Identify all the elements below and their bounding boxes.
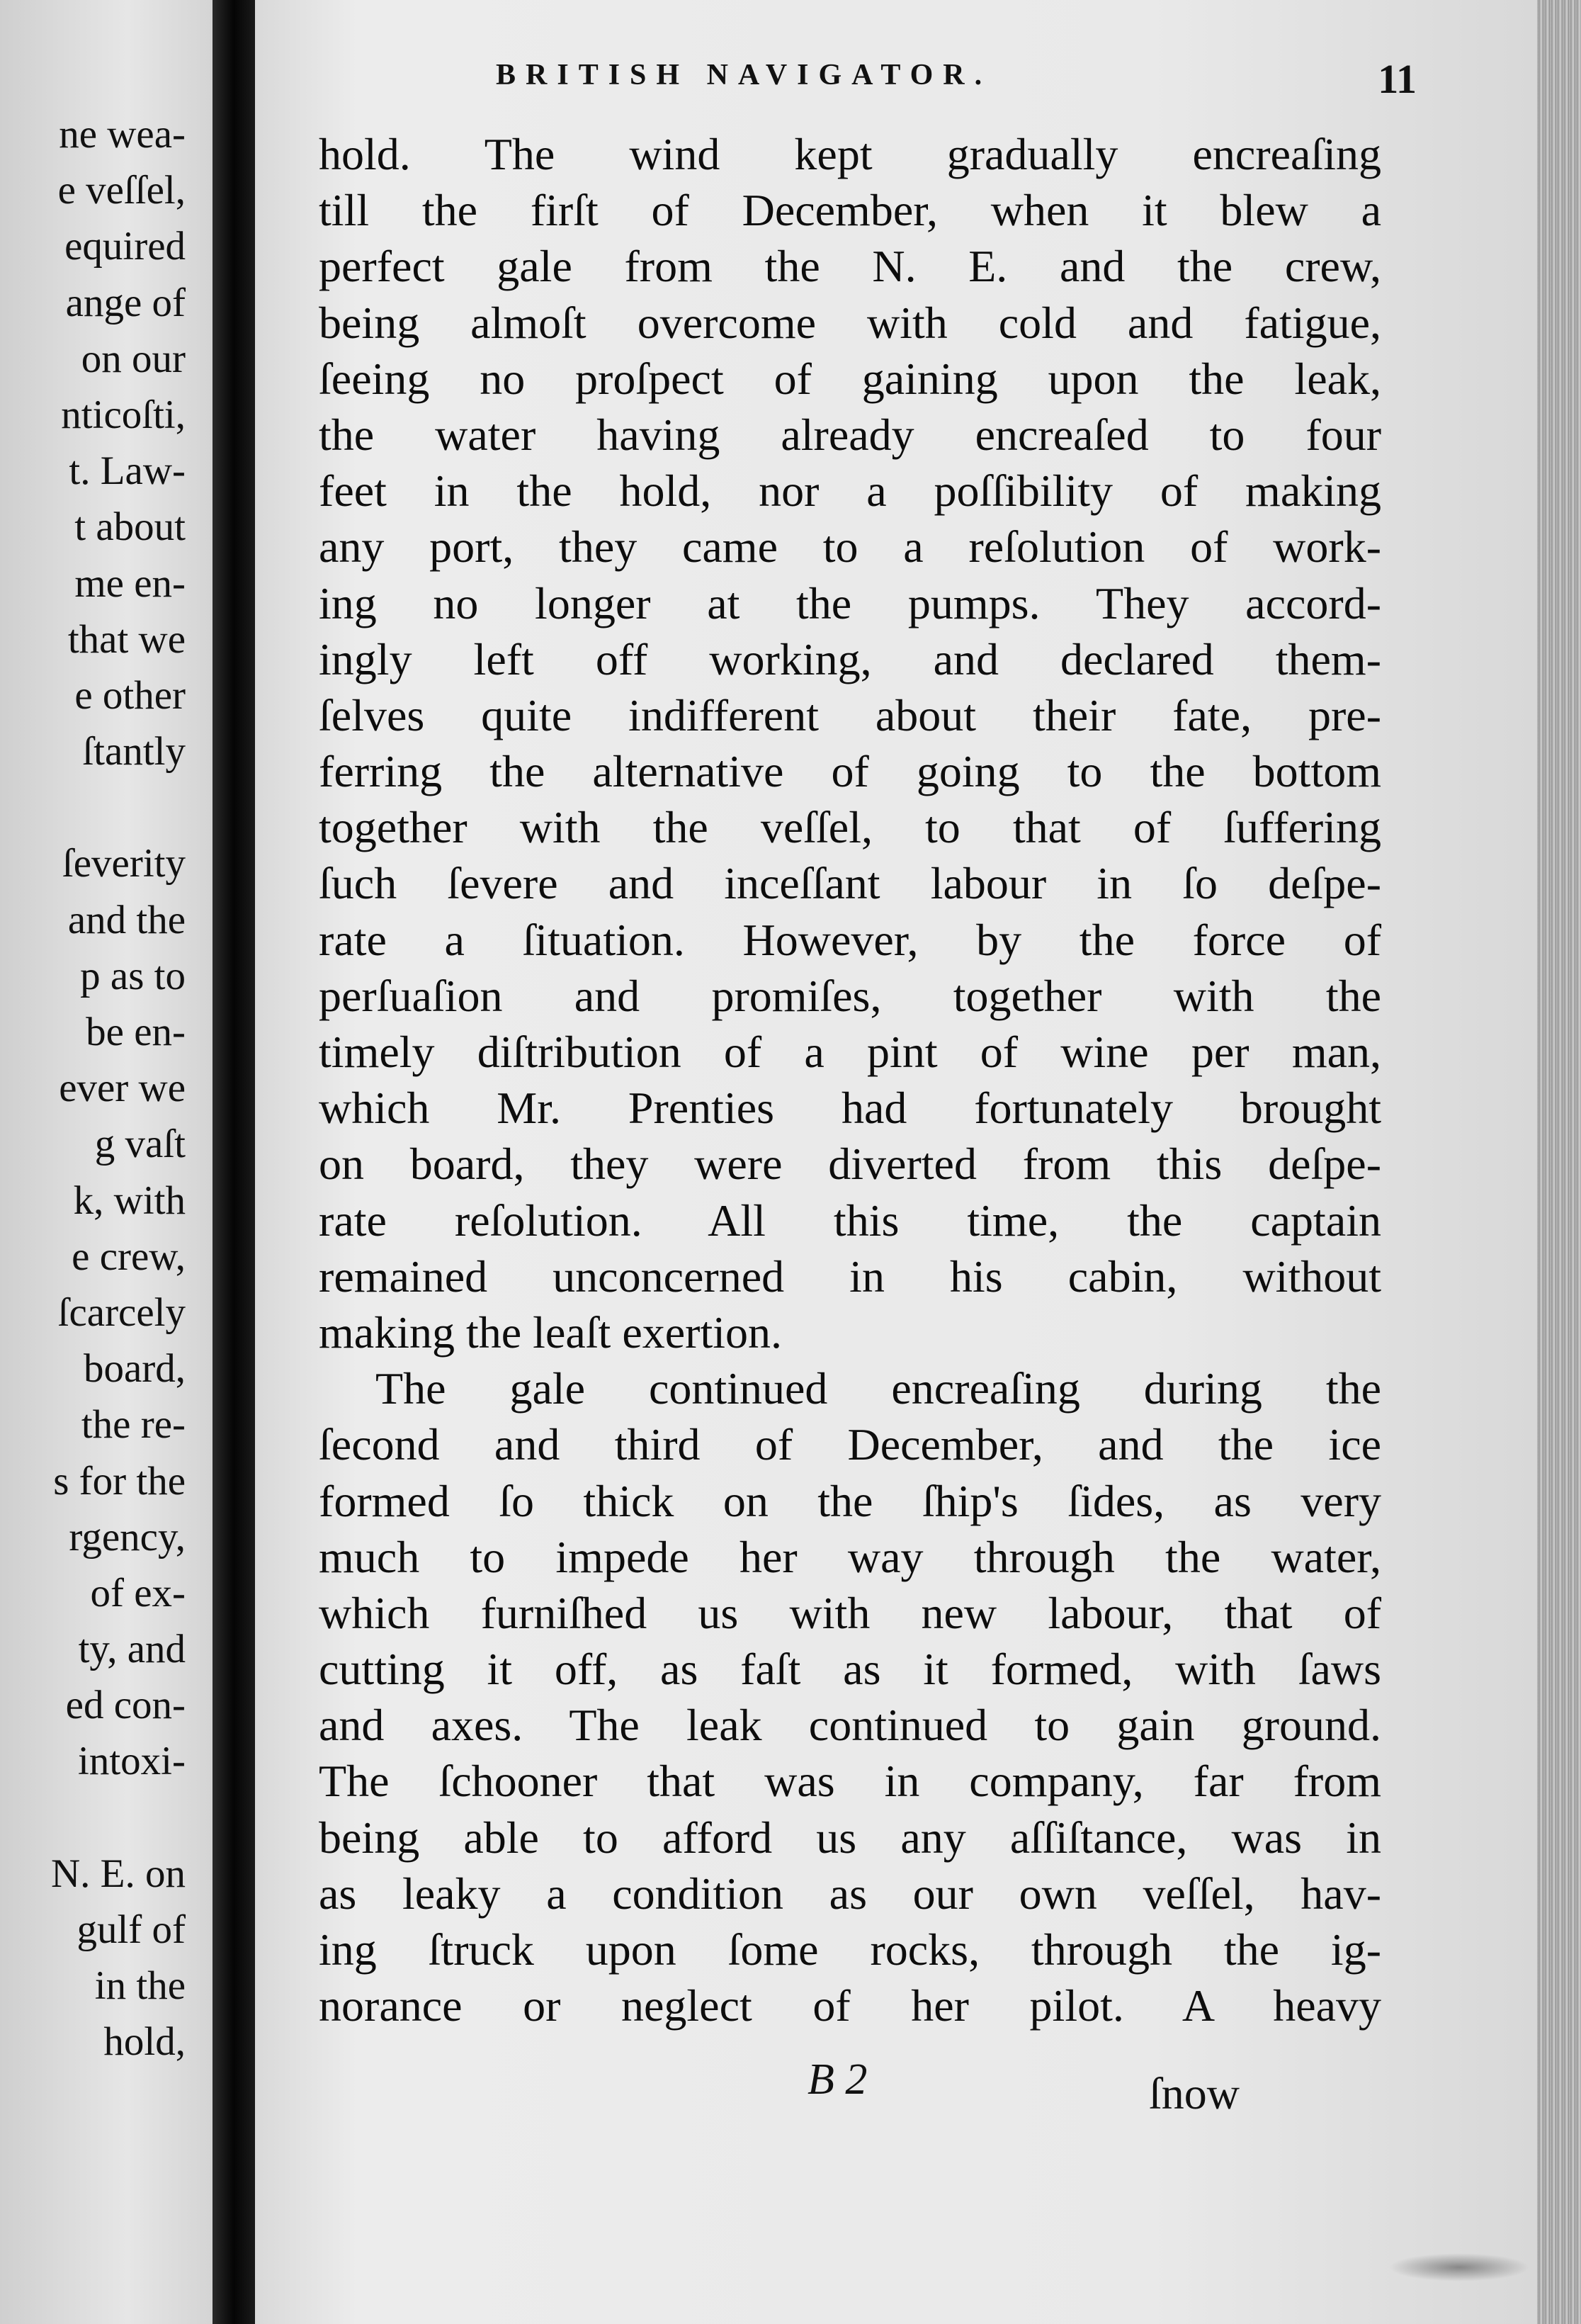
left-line: t. Law- (69, 449, 186, 494)
text-line: together with the veſſel, to that of ſuffering (319, 802, 1381, 853)
left-line: p as to (80, 953, 186, 998)
left-line: of ex- (90, 1570, 186, 1615)
left-line: ſeverity (62, 841, 186, 886)
text-line: ing ſtruck upon ſome rocks, through the ig- (319, 1924, 1381, 1975)
text-line: ferring the alternative of going to the bottom (319, 746, 1381, 797)
text-line: ſecond and third of December, and the ice (319, 1419, 1381, 1470)
text-line: being able to afford us any aſſiſtance, was in (319, 1812, 1381, 1863)
left-line: that we (67, 616, 186, 662)
left-line: s for the (53, 1458, 186, 1504)
left-page-text (0, 106, 186, 2070)
text-line: perfect gale from the N. E. and the crew, (319, 241, 1381, 292)
left-line: and the (67, 897, 186, 942)
left-line: be en- (86, 1010, 186, 1054)
left-line: ever we (59, 1066, 186, 1111)
left-line: hold, (103, 2019, 186, 2065)
running-head: BRITISH NAVIGATOR. (496, 59, 992, 91)
text-line: The ſchooner that was in company, far from (319, 1756, 1381, 1807)
left-line: board, (83, 1346, 186, 1392)
left-line: N. E. on (51, 1851, 186, 1896)
page-number: 11 (1378, 56, 1417, 102)
left-line: equired (64, 224, 186, 269)
left-line: k, with (73, 1178, 186, 1223)
text-line: ſeeing no proſpect of gaining upon the leak, (319, 353, 1381, 404)
text-line: formed ſo thick on the ſhip's ſides, as very (319, 1475, 1381, 1526)
body-text (319, 126, 1381, 2034)
text-line: making the leaſt exertion. (319, 1307, 782, 1358)
left-line: e other (74, 672, 186, 718)
signature-mark: B 2 (808, 2055, 868, 2104)
book-gutter (212, 0, 255, 2324)
left-line: the re- (81, 1402, 186, 1448)
left-line: ed con- (65, 1683, 186, 1728)
page-edges (1537, 0, 1581, 2324)
left-line: gulf of (76, 1907, 186, 1952)
left-line: e veſſel, (57, 168, 186, 213)
left-line (0, 1790, 186, 1846)
left-line: t about (74, 504, 186, 550)
text-line: remained unconcerned in his cabin, without (319, 1251, 1381, 1302)
left-line (0, 779, 186, 835)
left-line: ſtantly (82, 729, 186, 774)
text-line: cutting it off, as faſt as it formed, with ſaws (319, 1644, 1381, 1695)
text-line: much to impede her way through the water, (319, 1531, 1381, 1582)
left-line: ne wea- (59, 112, 186, 157)
text-line: till the firſt of December, when it blew a (319, 185, 1381, 236)
text-line: ingly left off working, and declared them- (319, 633, 1381, 684)
text-line: which Mr. Prenties had fortunately brought (319, 1083, 1381, 1134)
text-line: ing no longer at the pumps. They accord- (319, 577, 1381, 628)
left-line: in the (94, 1963, 186, 2009)
left-line: intoxi- (78, 1739, 186, 1784)
text-line: rate reſolution. All this time, the captain (319, 1195, 1381, 1246)
left-line: rgency, (69, 1514, 186, 1559)
text-line: being almoſt overcome with cold and fatigue, (319, 297, 1381, 348)
text-line: the water having already encreaſed to four (319, 409, 1381, 460)
ink-smudge (1388, 2253, 1530, 2281)
left-line: e crew, (72, 1234, 186, 1279)
left-line: ange of (65, 280, 186, 325)
left-line: ty, and (78, 1627, 186, 1672)
text-line: norance or neglect of her pilot. A heavy (319, 1980, 1381, 2031)
left-page (0, 0, 212, 2324)
text-line: which furniſhed us with new labour, that of (319, 1587, 1381, 1638)
catchword: ſnow (1149, 2068, 1240, 2119)
text-line: on board, they were diverted from this deſpe- (319, 1139, 1381, 1190)
text-line: timely diſtribution of a pint of wine per man, (319, 1027, 1381, 1077)
left-line: ſcarcely (57, 1290, 186, 1335)
left-line: nticoſti, (61, 392, 186, 437)
text-line: as leaky a condition as our own veſſel, hav- (319, 1868, 1381, 1919)
text-line: perſuaſion and promiſes, together with the (319, 970, 1381, 1021)
text-line: ſelves quite indifferent about their fate, pre- (319, 689, 1381, 740)
text-line: any port, they came to a reſolution of work- (319, 521, 1381, 572)
right-page (255, 0, 1537, 2324)
text-line: hold. The wind kept gradually encreaſing (319, 129, 1381, 179)
left-line: g vaſt (94, 1122, 186, 1167)
text-line: rate a ſituation. However, by the force of (319, 914, 1381, 965)
text-line: feet in the hold, nor a poſſibility of making (319, 466, 1381, 517)
text-line: ſuch ſevere and inceſſant labour in ſo deſpe- (319, 858, 1381, 909)
text-line: The gale continued encreaſing during the (375, 1363, 1381, 1414)
left-line: on our (81, 336, 186, 381)
left-line: me en- (74, 560, 186, 606)
text-line: and axes. The leak continued to gain ground. (319, 1700, 1381, 1751)
